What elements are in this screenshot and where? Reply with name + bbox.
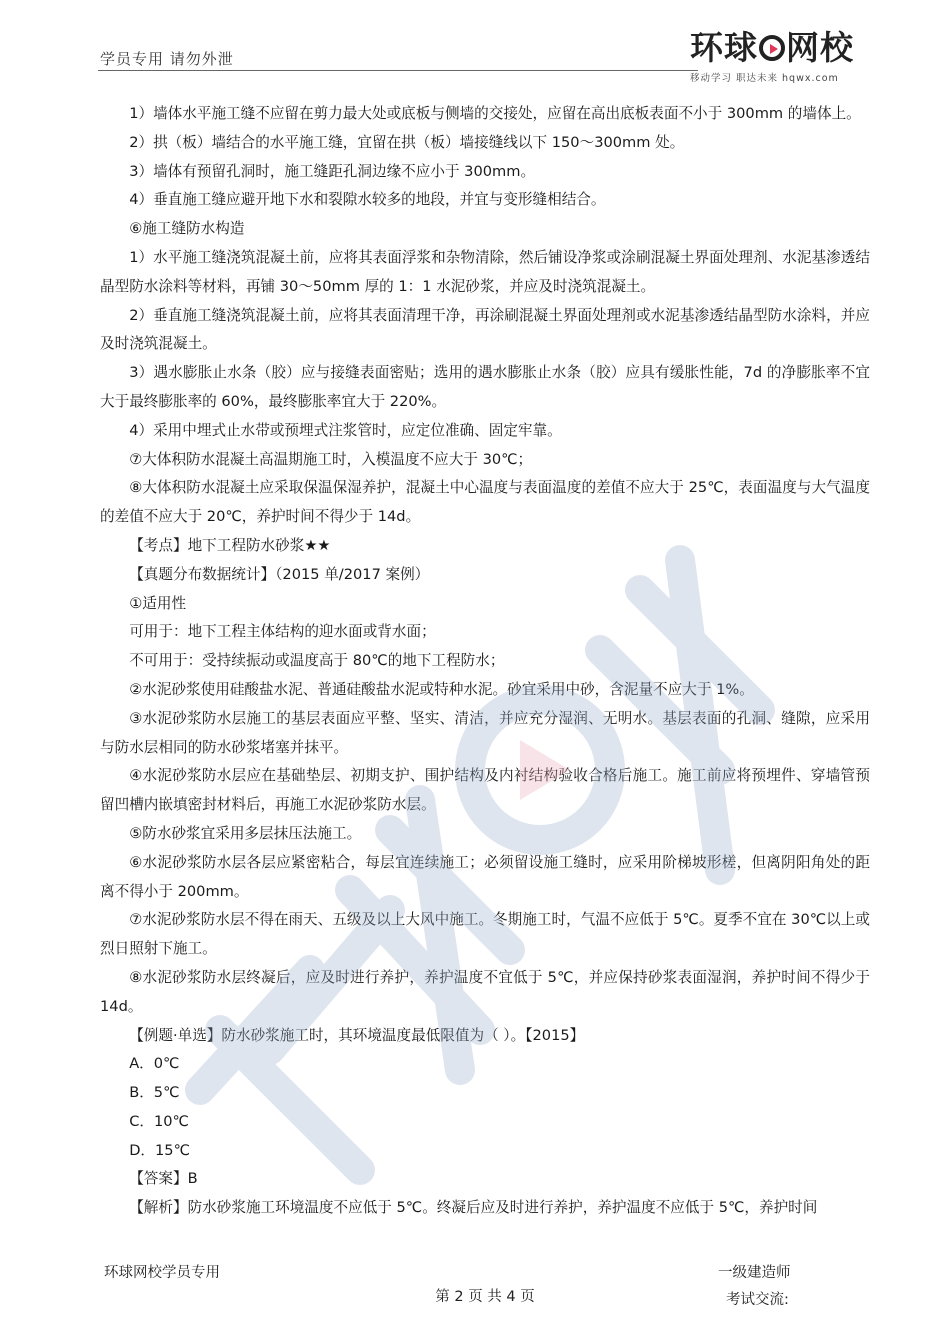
paragraph: ④水泥砂浆防水层应在基础垫层、初期支护、围护结构及内衬结构验收合格后施工。施工前应将预埋件、穿墙管预留凹槽内嵌填密封材料后，再施工水泥砂浆防水层。 xyxy=(100,767,870,814)
paragraph: 4）垂直施工缝应避开地下水和裂隙水较多的地段，并宜与变形缝相结合。 xyxy=(129,191,606,209)
paragraph: 3）遇水膨胀止水条（胶）应与接缝表面密贴；选用的遇水膨胀止水条（胶）应具有缓胀性能，7d 的净膨胀率不宜大于最终膨胀率的 60%，最终膨胀率宜大于 220%。 xyxy=(100,364,870,410)
logo-text-part1: 环球 xyxy=(690,28,758,67)
paragraph: 【解析】防水砂浆施工环境温度不应低于 5℃。终凝后应及时进行养护，养护温度不应低于 5℃，养护时间 xyxy=(129,1199,818,1217)
paragraph: 1）墙体水平施工缝不应留在剪力最大处或底板与侧墙的交接处，应留在高出底板表面不小于 300mm 的墙体上。 xyxy=(129,105,861,122)
play-circle-icon xyxy=(759,35,785,61)
footer-left: 环球网校学员专用 xyxy=(104,1265,220,1281)
paragraph: 2）拱（板）墙结合的水平施工缝，宜留在拱（板）墙接缝线以下 150～300mm 处。 xyxy=(129,133,685,151)
paragraph: 【例题·单选】防水砂浆施工时，其环境温度最低限值为（ ）。【2015】 xyxy=(129,1026,585,1044)
paragraph: ①适用性 xyxy=(129,594,187,612)
paragraph: 可用于：地下工程主体结构的迎水面或背水面； xyxy=(129,623,436,641)
logo-slogan: 移动学习 职达未来 hqwx.com xyxy=(690,73,839,84)
paragraph: ⑦水泥砂浆防水层不得在雨天、五级及以上大风中施工。冬期施工时，气温不应低于 5℃。夏季不宜在 30℃以上或烈日照射下施工。 xyxy=(100,911,870,958)
paragraph: 4）采用中埋式止水带或预埋式注浆管时，应定位准确、固定牢靠。 xyxy=(129,421,562,439)
footer-exam-name: 一级建造师 xyxy=(718,1265,791,1281)
paragraph: A．0℃ xyxy=(129,1055,180,1073)
paragraph: D．15℃ xyxy=(129,1141,190,1159)
paragraph: 3）墙体有预留孔洞时，施工缝距孔洞边缘不应小于 300mm。 xyxy=(129,162,536,180)
brand-logo xyxy=(690,28,865,90)
paragraph: ③水泥砂浆防水层施工的基层表面应平整、坚实、清洁，并应充分湿润、无明水。基层表面的孔洞、缝隙，应采用与防水层相同的防水砂浆堵塞并抹平。 xyxy=(100,709,870,756)
logo-text-part2: 网校 xyxy=(786,28,854,67)
document-body xyxy=(100,100,870,1223)
paragraph: ⑥水泥砂浆防水层各层应紧密粘合，每层宜连续施工；必须留设施工缝时，应采用阶梯坡形槎，但离阴阳角处的距离不得小于 200mm。 xyxy=(100,853,870,900)
paragraph: ⑧大体积防水混凝土应采取保温保湿养护，混凝土中心温度与表面温度的差值不应大于 25℃，表面温度与大气温度的差值不应大于 20℃，养护时间不得少于 14d。 xyxy=(100,479,870,526)
paragraph: 【答案】B xyxy=(129,1170,198,1188)
paragraph: ②水泥砂浆使用硅酸盐水泥、普通硅酸盐水泥或特种水泥。砂宜采用中砂，含泥量不应大于 1%。 xyxy=(129,680,754,698)
paragraph: ⑥施工缝防水构造 xyxy=(129,220,245,238)
footer-exam-contact: 考试交流: xyxy=(726,1292,789,1308)
paragraph: ⑦大体积防水混凝土高温期施工时，入模温度不应大于 30℃； xyxy=(129,450,533,468)
header-left-text: 学员专用 请勿外泄 xyxy=(100,50,234,68)
paragraph: 1）水平施工缝浇筑混凝土前，应将其表面浮浆和杂物清除，然后铺设净浆或涂刷混凝土界面处理剂、水泥基渗透结晶型防水涂料等材料，再铺 30～50mm 厚的 1：1 水泥砂浆，并应及时浇筑混凝土。 xyxy=(100,248,870,295)
paragraph: C．10℃ xyxy=(129,1112,189,1130)
paragraph: ⑤防水砂浆宜采用多层抹压法施工。 xyxy=(129,824,362,842)
paragraph: ⑧水泥砂浆防水层终凝后，应及时进行养护，养护温度不宜低于 5℃，并应保持砂浆表面湿润，养护时间不得少于 14d。 xyxy=(100,968,870,1015)
header-divider xyxy=(98,70,698,71)
paragraph: 2）垂直施工缝浇筑混凝土前，应将其表面清理干净，再涂刷混凝土界面处理剂或水泥基渗透结晶型防水涂料，并应及时浇筑混凝土。 xyxy=(100,306,870,353)
paragraph: 【考点】地下工程防水砂浆★★ xyxy=(129,536,331,554)
paragraph: 【真题分布数据统计】（2015 单/2017 案例） xyxy=(129,565,430,583)
page-number: 第 2 页 共 4 页 xyxy=(435,1289,535,1305)
paragraph: B．5℃ xyxy=(129,1084,180,1102)
paragraph: 不可用于：受持续振动或温度高于 80℃的地下工程防水； xyxy=(129,652,505,670)
